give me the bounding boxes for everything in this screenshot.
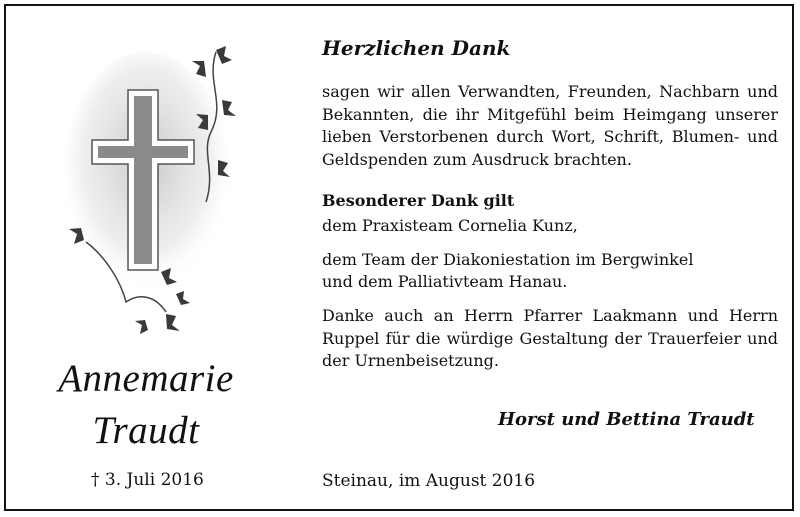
death-date: † 3. Juli 2016 [91, 470, 204, 490]
thanks-line: und dem Palliativteam Hanau. [322, 272, 568, 291]
obituary-frame [4, 4, 794, 511]
closing-paragraph: Danke auch an Herrn Pfarrer Laakmann und Herrn Ruppel für die würdige Gestaltung der Trauerfeier und der Urnenbeisetzung. [322, 306, 778, 370]
signature: Horst und Bettina Traudt [498, 409, 755, 430]
thanks-paragraph: sagen wir allen Verwandten, Freunden, Nachbarn und Bekannten, die ihr Mitgefühl beim Heimgang unserer lieben Verstorbenen durch Wort, Schrift, Blumen- und Geldspenden zum Ausdruck brachten. [322, 82, 778, 169]
deceased-first-name: Annemarie [58, 357, 234, 400]
special-thanks-heading: Besonderer Dank gilt [322, 191, 515, 210]
notice-heading: Herzlichen Dank [322, 36, 511, 60]
deceased-last-name: Traudt [92, 409, 200, 452]
thanks-line: dem Praxisteam Cornelia Kunz, [322, 216, 578, 235]
thanks-line: dem Team der Diakoniestation im Bergwinkel [322, 250, 694, 269]
place-and-date: Steinau, im August 2016 [322, 471, 536, 491]
cross-with-ivy-icon [66, 42, 246, 342]
